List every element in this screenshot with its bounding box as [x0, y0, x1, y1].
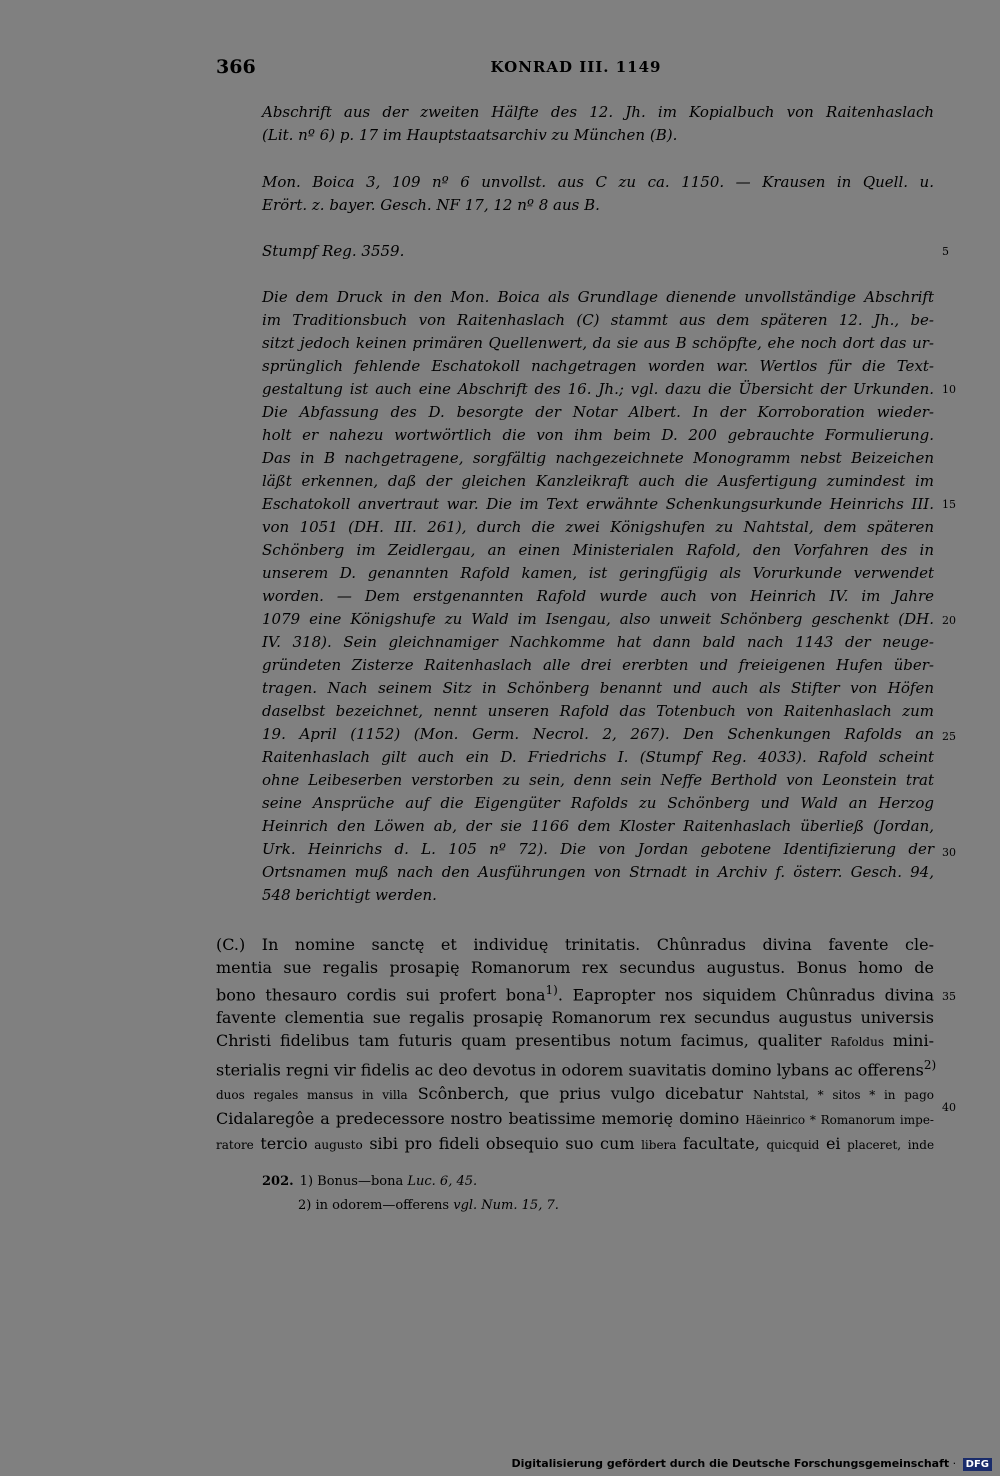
footnote-text: Bonus—bona: [317, 1174, 404, 1189]
text-run: . Eapropter nos siquidem Chûnradus divina: [557, 985, 935, 1005]
dfg-logo: DFG: [963, 1458, 992, 1471]
footnote-mark: 1): [545, 983, 558, 997]
footnote-text: in odorem—offerens: [315, 1198, 450, 1213]
text-line: [216, 1082, 934, 1107]
text-run: mini-: [892, 1031, 934, 1051]
text-line: Erört. z. bayer. Gesch. NF 17, 12 nº 8 aus B.: [262, 196, 600, 214]
regesta-note: [262, 240, 934, 263]
text-line: Stumpf Reg. 3559.: [262, 242, 405, 260]
text-run: facultate,: [683, 1133, 760, 1153]
text-line: Schönberg im Zeidlergau, an einen Ministerialen Rafold, den Vorfahren des in: [262, 541, 934, 559]
text-line: [216, 979, 934, 1006]
line-number: 25: [942, 730, 956, 743]
text-line: daselbst bezeichnet, nennt unseren Rafold das Totenbuch von Raitenhaslach zum: [262, 702, 934, 720]
text-line: [216, 1132, 934, 1157]
text-line: Urk. Heinrichs d. L. 105 nº 72). Die von Jordan gebotene Identifizierung der: [262, 840, 934, 858]
line-number: 30: [942, 846, 956, 859]
text-line: [216, 1107, 934, 1132]
text-line: unserem D. genannten Rafold kamen, ist geringfügig als Vorurkunde verwendet: [262, 564, 934, 582]
document-number: 202.: [262, 1174, 294, 1189]
text-line: gestaltung ist auch eine Abschrift des 16. Jh.; vgl. dazu die Übersicht der Urkunden.: [262, 380, 934, 398]
text-line: Die dem Druck in den Mon. Boica als Grundlage dienende unvollständige Abschrift: [262, 288, 934, 306]
text-line: [216, 1054, 937, 1081]
text-line: sitzt jedoch keinen primären Quellenwert, da sie aus B schöpfte, ehe noch dort das ur-: [262, 334, 934, 352]
line-number: 20: [942, 614, 956, 627]
small-text-run: libera: [641, 1137, 677, 1152]
text-line: 1079 eine Königshufe zu Wald im Isengau, also unweit Schönberg geschenkt (DH.: [262, 610, 934, 628]
tradition-note: [262, 101, 934, 147]
footnote-reference: vgl. Num. 15, 7.: [453, 1198, 559, 1213]
running-head: [216, 56, 936, 82]
small-text-run: ratore: [216, 1137, 254, 1152]
line-number: 10: [942, 383, 956, 396]
small-text-run: Rafoldus: [830, 1035, 884, 1050]
text-line: favente clementia sue regalis prosapię Romanorum rex secundus augustus universis: [216, 1008, 934, 1028]
text-line: Heinrich den Löwen ab, der sie 1166 dem Kloster Raitenhaslach überließ (Jordan,: [262, 817, 934, 835]
text-run: sterialis regni vir fidelis ac deo devotus in odorem suavitatis domino lybans ac offerens: [216, 1060, 924, 1080]
line-number: 15: [942, 498, 956, 511]
text-line: von 1051 (DH. III. 261), durch die zwei Königshufen zu Nahtstal, dem späteren: [262, 518, 934, 536]
text-run: bono thesauro cordis sui profert bona: [216, 985, 546, 1005]
footnote-mark: 2): [923, 1058, 937, 1073]
page-number: 366: [216, 56, 256, 78]
text-run: Scônberch, que prius vulgo dicebatur: [417, 1083, 743, 1103]
line-number: 40: [942, 1101, 956, 1114]
small-text-run: Häeinrico * Romanorum impe-: [745, 1112, 934, 1127]
running-title: KONRAD III. 1149: [490, 58, 662, 76]
small-text-run: quicquid: [766, 1137, 820, 1152]
text-line: (C.) In nomine sanctę et individuę trinitatis. Chûnradus divina favente cle-: [216, 935, 934, 954]
text-line: Die Abfassung des D. besorgte der Notar Albert. In der Korroboration wieder-: [262, 403, 934, 421]
text-line: mentia sue regalis prosapię Romanorum rex secundus augustus. Bonus homo de: [216, 958, 934, 977]
text-line: 19. April (1152) (Mon. Germ. Necrol. 2, 267). Den Schenkungen Rafolds an: [262, 725, 934, 743]
text-line: Das in B nachgetragene, sorgfältig nachgezeichnete Monogramm nebst Beizeichen: [262, 449, 934, 467]
text-line: (Lit. nº 6) p. 17 im Hauptstaatsarchiv zu München (B).: [262, 126, 678, 144]
editions-note: [262, 171, 934, 217]
footnotes: [262, 1170, 762, 1218]
text-line: läßt erkennen, daß der gleichen Kanzleikraft auch die Ausfertigung zumindest im: [262, 472, 934, 490]
text-line: Eschatokoll anvertraut war. Die im Text erwähnte Schenkungsurkunde Heinrichs III.: [262, 495, 934, 513]
small-text-run: placeret,: [847, 1137, 902, 1152]
footnote-mark: 2): [298, 1198, 312, 1213]
text-line: ohne Leibeserben verstorben zu sein, denn sein Neffe Berthold von Leonstein trat: [262, 771, 934, 789]
text-line: IV. 318). Sein gleichnamiger Nachkomme hat dann bald nach 1143 der neuge-: [262, 633, 934, 651]
text-line: [216, 1029, 934, 1054]
text-line: Mon. Boica 3, 109 nº 6 unvollst. aus C zu ca. 1150. — Krausen in Quell. u.: [262, 173, 934, 191]
small-text-run: Nahtstal, * sitos * in pago: [752, 1087, 934, 1102]
text-line: holt er nahezu wortwörtlich die von ihm beim D. 200 gebrauchte Formulierung.: [262, 426, 934, 444]
text-line: gründeten Zisterze Raitenhaslach alle drei ererbten und freieigenen Hufen über-: [262, 656, 934, 674]
footnote-reference: Luc. 6, 45.: [407, 1174, 478, 1189]
text-line: worden. — Dem erstgenannten Rafold wurde auch von Heinrich IV. im Jahre: [262, 587, 934, 605]
commentary: [262, 286, 934, 907]
footnote: [262, 1170, 762, 1194]
line-number: 35: [942, 990, 956, 1003]
text-line: tragen. Nach seinem Sitz in Schönberg benannt und auch als Stifter von Höfen: [262, 679, 934, 697]
text-run: sibi pro fideli obsequio suo cum: [369, 1133, 635, 1153]
text-line: sprünglich fehlende Eschatokoll nachgetragen worden war. Wertlos für die Text-: [262, 357, 934, 375]
text-line: im Traditionsbuch von Raitenhaslach (C) stammt aus dem späteren 12. Jh., be-: [262, 311, 934, 329]
footnote-mark: 1): [299, 1174, 314, 1189]
small-text-run: duos regales mansus in villa: [216, 1087, 408, 1102]
line-number: 5: [942, 245, 949, 258]
small-text-run: augusto: [314, 1137, 363, 1152]
text-run: a predecessore nostro beatissime memorię domino: [320, 1108, 740, 1128]
text-line: Ortsnamen muß nach den Ausführungen von Strnadt in Archiv f. österr. Gesch. 94,: [262, 863, 934, 881]
footnote: [262, 1194, 762, 1218]
text-run: tercio: [260, 1133, 308, 1153]
text-run: Christi fidelibus tam futuris quam presentibus notum facimus, qualiter: [216, 1031, 822, 1051]
credit-text: Digitalisierung gefördert durch die Deutsche Forschungsgemeinschaft: [511, 1457, 950, 1470]
text-line: 548 berichtigt werden.: [262, 886, 437, 904]
text-run: ei: [825, 1133, 841, 1153]
small-text-run: inde: [907, 1137, 935, 1152]
text-run: Cidalaregôe: [216, 1108, 315, 1128]
text-line: Raitenhaslach gilt auch ein D. Friedrichs I. (Stumpf Reg. 4033). Rafold scheint: [262, 748, 934, 766]
text-line: seine Ansprüche auf die Eigengüter Rafolds zu Schönberg und Wald an Herzog: [262, 794, 934, 812]
digitization-credit: Digitalisierung gefördert durch die Deutsche Forschungsgemeinschaft · DFG: [511, 1457, 992, 1471]
text-line: Abschrift aus der zweiten Hälfte des 12. Jh. im Kopialbuch von Raitenhaslach: [262, 103, 934, 121]
charter-text: [216, 933, 937, 1157]
